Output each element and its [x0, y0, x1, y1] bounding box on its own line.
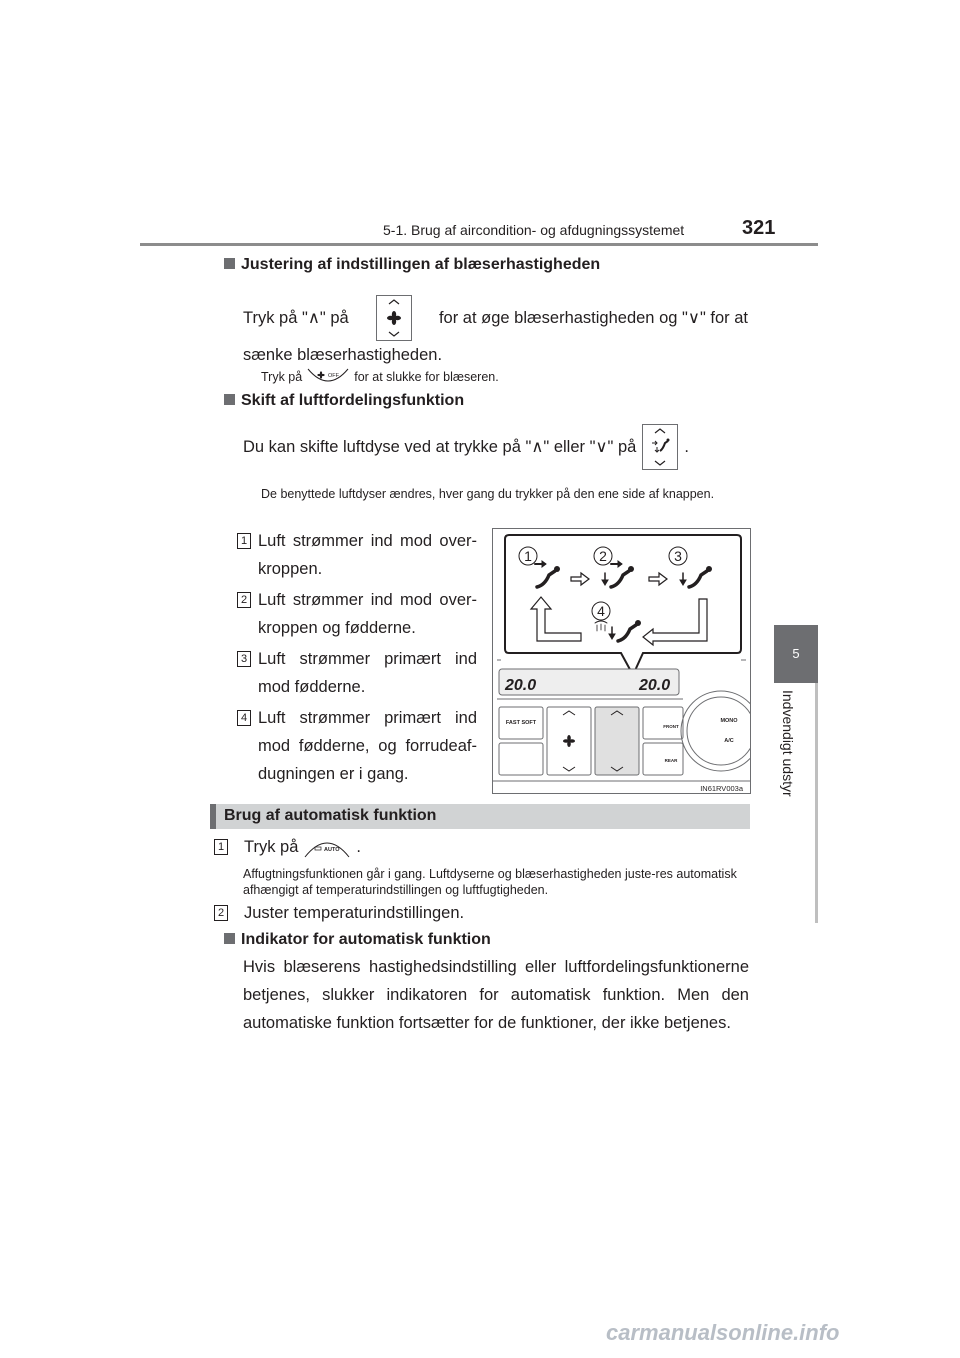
callout-2: 2 [599, 548, 607, 564]
chapter-label: Indvendigt udstyr [780, 690, 796, 797]
section-title-bar [210, 804, 750, 829]
mode-number: 2 [237, 592, 251, 608]
step-1: 1 Tryk på AUTO . [214, 833, 361, 861]
chapter-tab-strip [815, 683, 818, 923]
fan-off-button-icon [307, 367, 349, 387]
callout-4: 4 [597, 603, 605, 619]
off-label: OFF [328, 373, 340, 379]
climate-panel-figure [492, 528, 751, 794]
mode-list [237, 527, 477, 788]
mode-number: 1 [237, 533, 251, 549]
blower-heading: Justering af indstillingen af blæserhastigheden [224, 256, 600, 274]
front-label: FRONT [663, 724, 679, 729]
list-item: 2 Luft strømmer ind mod over-kroppen og fødderne. [237, 586, 477, 642]
fast-soft-label: FAST SOFT [505, 720, 537, 726]
auto-label: AUTO [324, 847, 340, 853]
step-2: 2 Juster temperaturindstillingen. [214, 899, 464, 927]
heading-square-icon [224, 394, 235, 405]
heading-square-icon [224, 933, 235, 944]
list-item: 4 Luft strømmer primært ind mod fødderne, og forrudeaf-dugningen er i gang. [237, 704, 477, 788]
airflow-mode-button-icon [642, 424, 678, 470]
list-item: 3 Luft strømmer primært ind mod fødderne. [237, 645, 477, 701]
fan-speed-button-icon [376, 295, 412, 341]
watermark: carmanualsonline.info [606, 1320, 840, 1345]
blower-paragraph: Tryk på "∧" på for at øge blæserhastigheden og "∨" for at sænke blæserhastigheden. [243, 296, 748, 369]
callout-1: 1 [524, 548, 532, 564]
indicator-paragraph: Hvis blæserens hastighedsindstilling eller luftfordelingsfunktionerne betjenes, slukker indikatoren for automatisk funktion. Men den automatiske funktion fortsætter for de funktioner, der ikke betjenes. [243, 958, 749, 1032]
callout-3: 3 [674, 548, 682, 564]
airflow-heading: Skift af luftfordelingsfunktion [224, 392, 464, 410]
right-temperature: 20.0 [639, 677, 671, 694]
header-divider [140, 243, 818, 246]
chapter-tab: 5 [774, 625, 818, 683]
step-number: 2 [214, 905, 228, 921]
figure-code: IN61RV003a [700, 784, 743, 793]
mode-number: 3 [237, 651, 251, 667]
step-1-note: Affugtningsfunktionen går i gang. Luftdyserne og blæserhastigheden juste-res automatisk afhængigt af temperaturindstillingen og luftfugtigheden. [243, 867, 737, 897]
indicator-heading: Indikator for automatisk funktion [224, 931, 491, 949]
ac-label: A/C [724, 738, 734, 744]
airflow-paragraph: Du kan skifte luftdyse ved at trykke på "∧" eller "∨" på . [243, 424, 689, 470]
airflow-note: De benyttede luftdyser ændres, hver gang du trykker på den ene side af knappen. [261, 487, 715, 501]
list-item: 1 Luft strømmer ind mod over-kroppen. [237, 527, 477, 583]
blower-off-note: Tryk på OFF for at slukke for blæseren. [261, 367, 499, 387]
page-number: 321 [742, 217, 776, 239]
heading-square-icon [224, 258, 235, 269]
auto-button-icon [304, 835, 350, 859]
rear-label: REAR [664, 758, 678, 763]
running-header: 5-1. Brug af aircondition- og afdugningssystemet [383, 222, 685, 238]
left-temperature: 20.0 [505, 677, 537, 694]
mode-number: 4 [237, 710, 251, 726]
section-title: Brug af automatisk funktion [224, 807, 437, 824]
mono-label: MONO [720, 718, 738, 724]
step-number: 1 [214, 839, 228, 855]
